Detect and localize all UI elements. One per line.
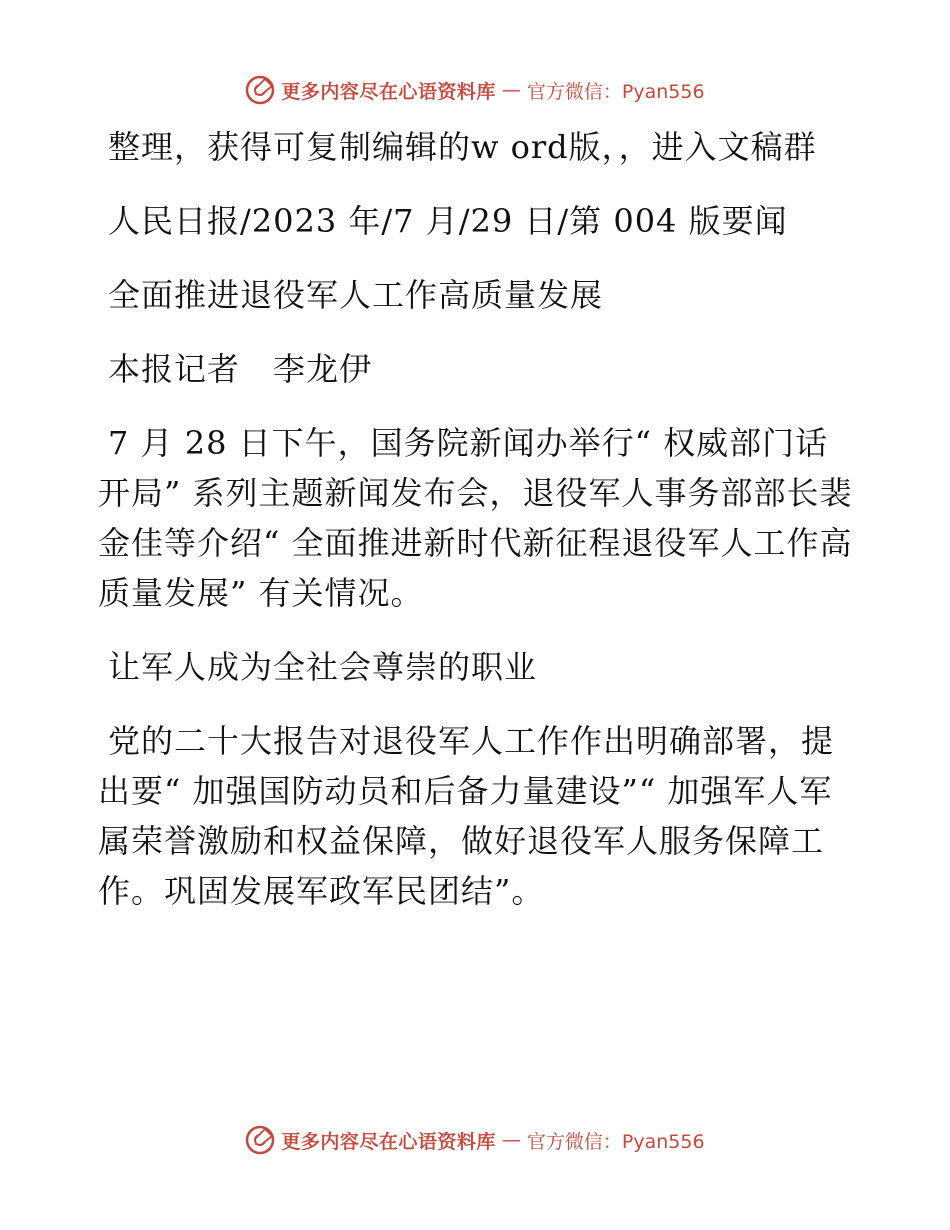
subheading: 让军人成为全社会尊崇的职业	[108, 648, 538, 686]
paragraph-1: 7 月 28 日下午，国务院新闻办举行“ 权威部门话开局” 系列主题新闻发布会，退役军人事务部部长裴金佳等介绍“ 全面推进新时代新征程退役军人工作高质量发展” 有关情况。	[98, 424, 853, 612]
header-brand-dash: —	[501, 79, 521, 101]
footer-brand-sub: 官方微信：Pyan556	[526, 1130, 705, 1153]
pen-seal-icon	[245, 1125, 275, 1155]
header-brand-sub: 官方微信：Pyan556	[526, 80, 705, 103]
intro-line: 整理，获得可复制编辑的w ord版，，进入文稿群	[108, 128, 817, 166]
pen-seal-icon	[245, 75, 275, 105]
byline: 本报记者 李龙伊	[108, 350, 373, 388]
footer-brand	[0, 1120, 950, 1160]
source-line: 人民日报/2023 年/7 月/29 日/第 004 版要闻	[108, 202, 788, 240]
header-brand	[0, 70, 950, 110]
footer-brand-dash: —	[501, 1129, 521, 1151]
document-body	[98, 122, 858, 940]
headline: 全面推进退役军人工作高质量发展	[108, 276, 604, 314]
header-brand-main: 更多内容尽在心语资料库	[281, 80, 496, 103]
footer-brand-main: 更多内容尽在心语资料库	[281, 1130, 496, 1153]
paragraph-2: 党的二十大报告对退役军人工作作出明确部署，提出要“ 加强国防动员和后备力量建设”“ 加强军人军属荣誉激励和权益保障，做好退役军人服务保障工作。巩固发展军政军民团结”。	[98, 722, 835, 910]
